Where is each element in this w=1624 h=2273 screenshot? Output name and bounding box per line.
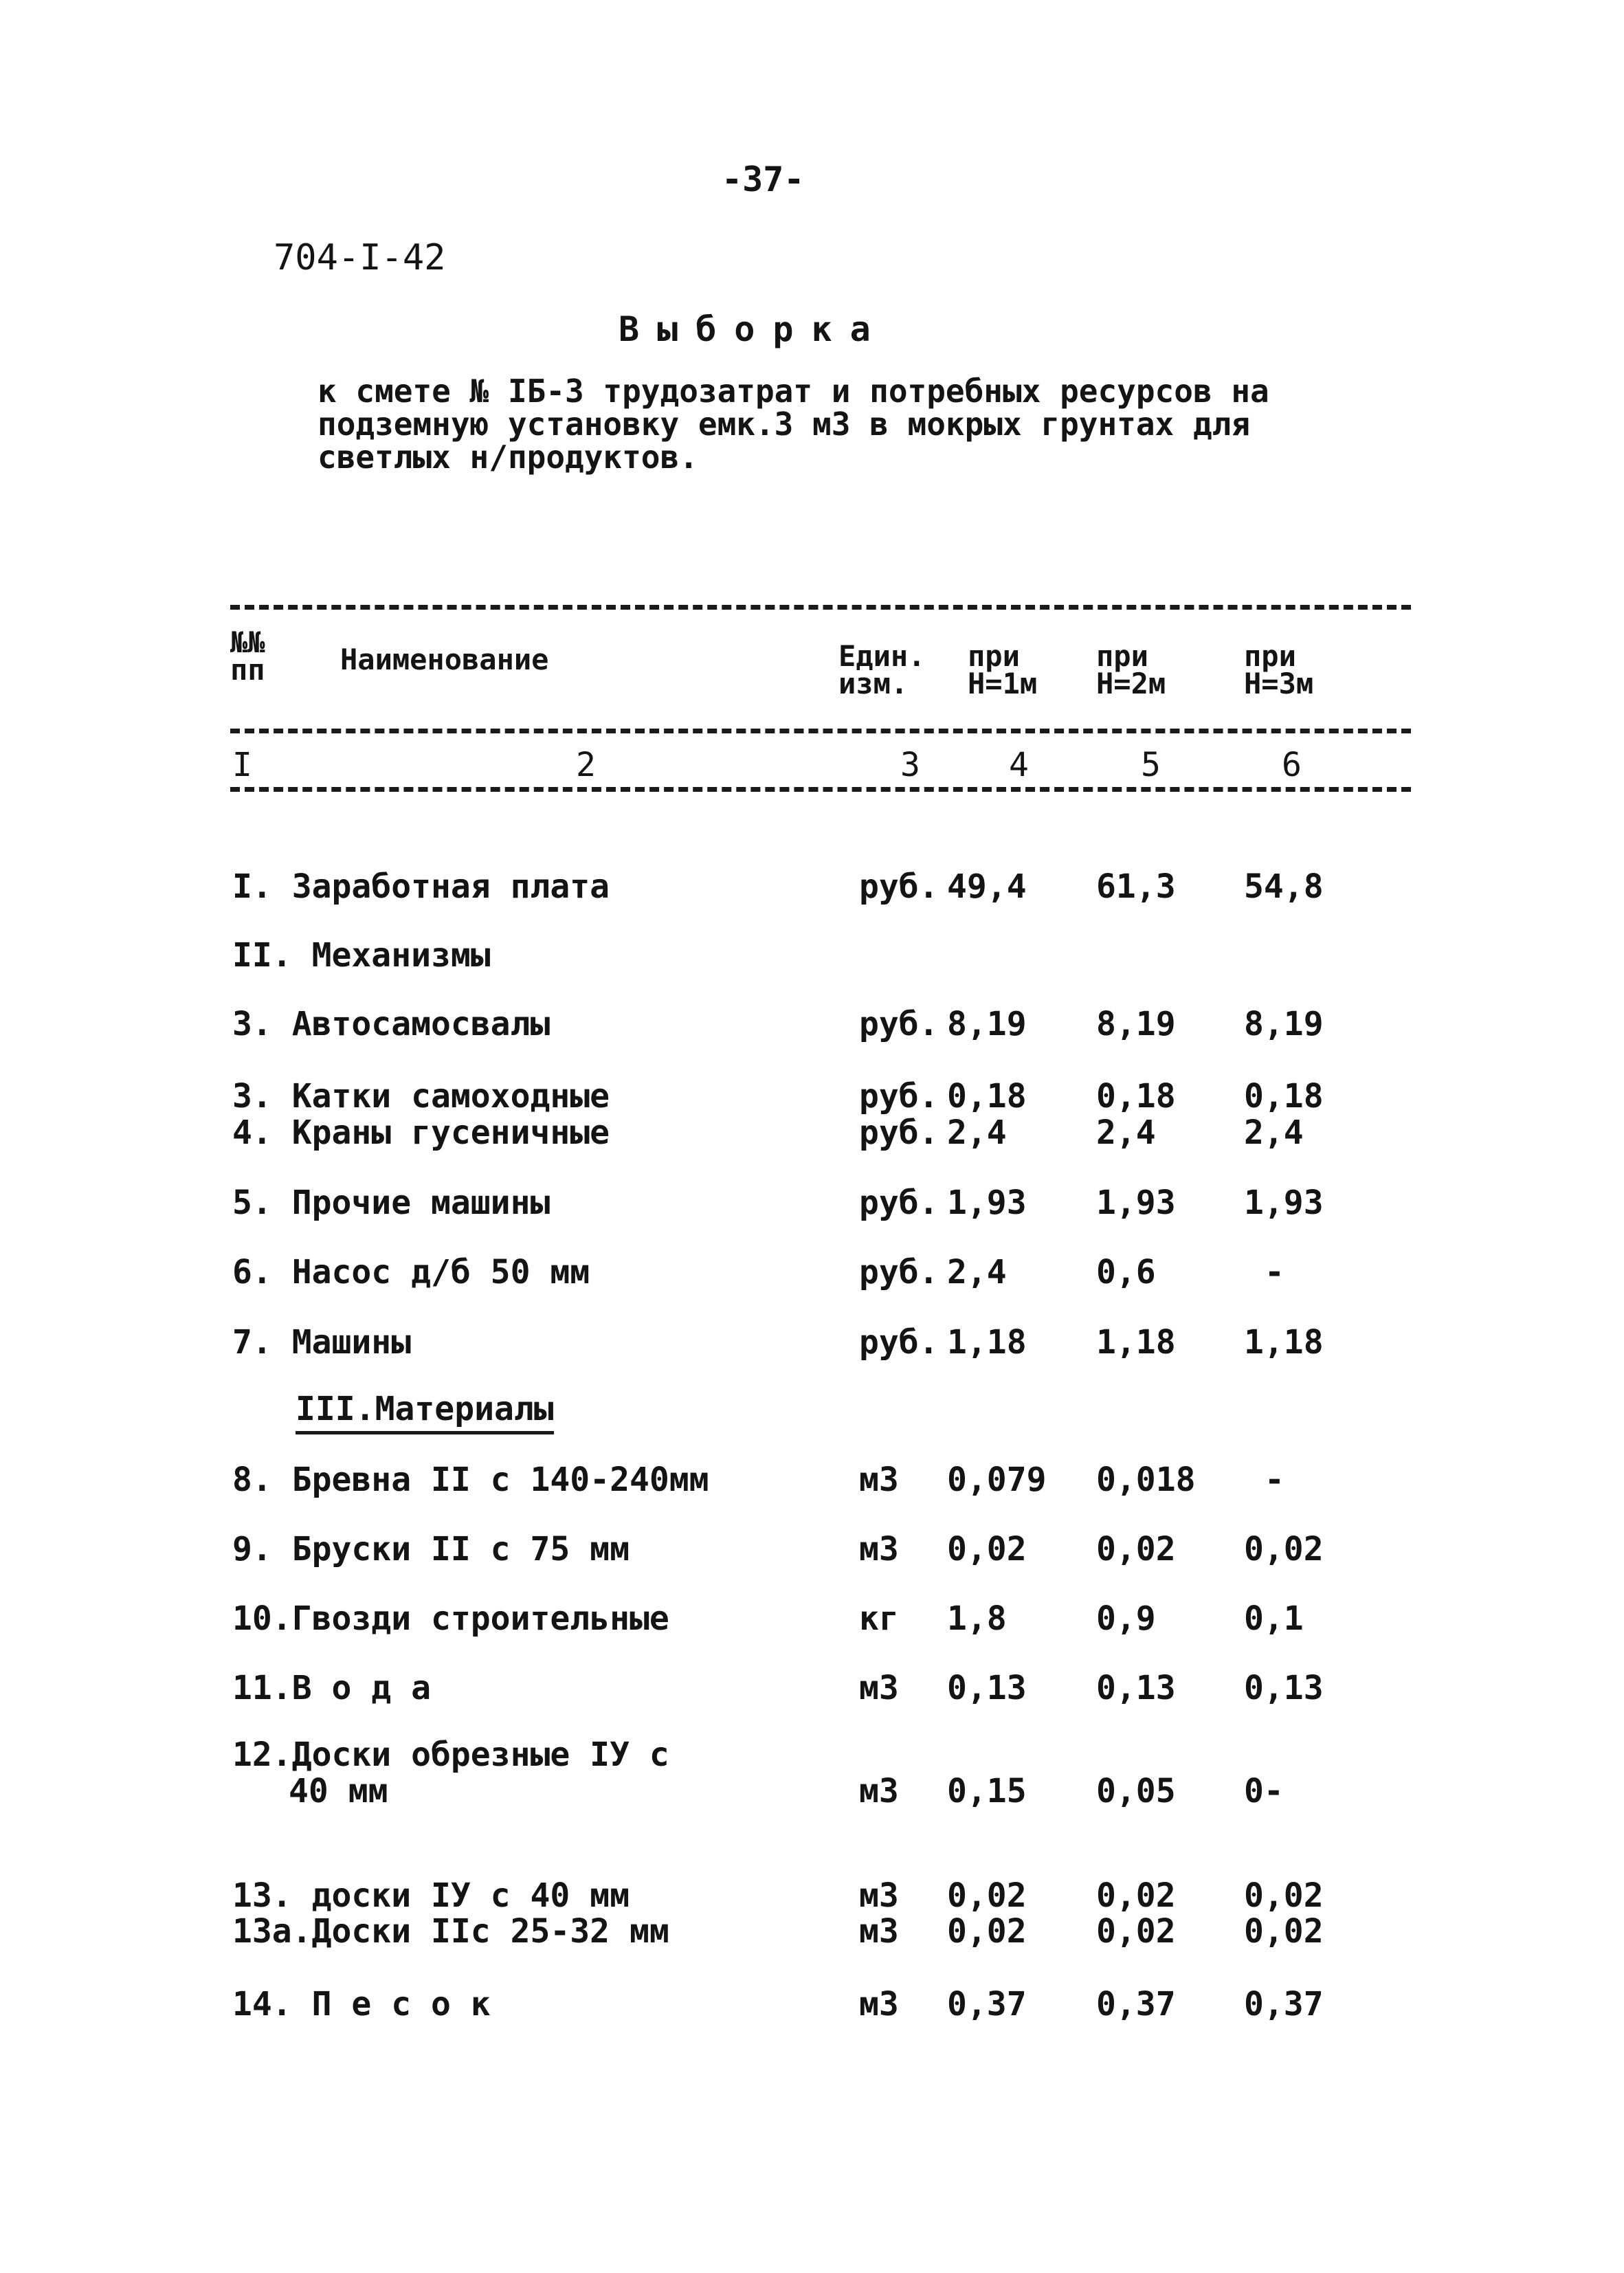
- header-unit-1: Един.: [838, 639, 926, 673]
- col-number-6: 6: [1282, 746, 1302, 784]
- document-subtitle: к смете № IБ-3 трудозатрат и потребных ресурсов на подземную установку емк.3 м3 в мокрых грунтах для светлых н/продуктов.: [318, 373, 1269, 476]
- row-name: 10.Гвозди строительные: [232, 1599, 669, 1638]
- row-h1: 2,4: [947, 1113, 1007, 1152]
- row-unit: м3: [859, 1530, 899, 1568]
- row-name-continued: 40 мм: [289, 1772, 388, 1810]
- row-unit: руб.: [859, 1005, 939, 1043]
- row-h2: 1,18: [1096, 1323, 1176, 1362]
- row-h3: 1,93: [1244, 1184, 1324, 1222]
- row-h1: 1,18: [947, 1323, 1027, 1362]
- row-unit: кг: [859, 1599, 899, 1638]
- row-h3: 0,02: [1244, 1912, 1324, 1951]
- page-number: -37-: [722, 159, 805, 199]
- row-unit: м3: [859, 1669, 899, 1707]
- row-unit: руб.: [859, 1323, 939, 1362]
- row-unit: м3: [859, 1876, 899, 1915]
- row-unit: руб.: [859, 1077, 939, 1116]
- row-h2: 1,93: [1096, 1184, 1176, 1222]
- row-name: I. Заработная плата: [232, 867, 610, 906]
- row-unit: руб.: [859, 1113, 939, 1152]
- row-h1: 0,02: [947, 1912, 1027, 1951]
- row-h3: 8,19: [1244, 1005, 1324, 1043]
- row-h3: 0-: [1244, 1772, 1284, 1810]
- row-h2: 0,13: [1096, 1669, 1176, 1707]
- document-title: Выборка: [619, 309, 889, 349]
- row-h3: -: [1265, 1253, 1284, 1291]
- header-number-2: пп: [230, 653, 265, 687]
- document-number: 704-I-42: [274, 237, 446, 278]
- row-h2: 0,9: [1096, 1599, 1156, 1638]
- row-name: 13а.Доски IIс 25-32 мм: [232, 1912, 669, 1951]
- row-h2: 0,018: [1096, 1461, 1196, 1499]
- row-unit: руб.: [859, 867, 939, 906]
- row-unit: м3: [859, 1772, 899, 1810]
- row-h1: 1,8: [947, 1599, 1007, 1638]
- row-name: 8. Бревна II с 140-240мм: [232, 1461, 709, 1499]
- row-name: 9. Бруски II с 75 мм: [232, 1530, 630, 1568]
- header-number-1: №№: [230, 625, 265, 659]
- row-h1: 0,079: [947, 1461, 1047, 1499]
- row-name: 12.Доски обрезные IУ с: [232, 1736, 669, 1774]
- row-h2: 0,05: [1096, 1772, 1176, 1810]
- row-unit: руб.: [859, 1253, 939, 1291]
- col-number-rule: [230, 787, 1411, 792]
- row-h2: 2,4: [1096, 1113, 1156, 1152]
- col-number-2: 2: [576, 746, 596, 784]
- row-h1: 49,4: [947, 867, 1027, 906]
- row-unit: м3: [859, 1985, 899, 2023]
- row-h1: 0,15: [947, 1772, 1027, 1810]
- header-h2-1: при: [1096, 639, 1148, 673]
- row-h2: 0,02: [1096, 1530, 1176, 1568]
- row-h3: 0,13: [1244, 1669, 1324, 1707]
- row-h3: 0,02: [1244, 1876, 1324, 1915]
- row-h3: 0,1: [1244, 1599, 1304, 1638]
- row-h1: 2,4: [947, 1253, 1007, 1291]
- table-top-rule: [230, 605, 1411, 610]
- header-bottom-rule: [230, 729, 1411, 733]
- row-h1: 1,93: [947, 1184, 1027, 1222]
- row-h1: 0,02: [947, 1530, 1027, 1568]
- row-h2: 0,18: [1096, 1077, 1176, 1116]
- row-name: 11.В о д а: [232, 1669, 431, 1707]
- row-name: 3. Автосамосвалы: [232, 1005, 550, 1043]
- col-number-1: I: [232, 746, 252, 784]
- row-h1: 8,19: [947, 1005, 1027, 1043]
- section-heading-mechanisms: II. Механизмы: [232, 936, 491, 975]
- row-h3: 1,18: [1244, 1323, 1324, 1362]
- row-name: 6. Насос д/б 50 мм: [232, 1253, 590, 1291]
- row-h1: 0,37: [947, 1985, 1027, 2023]
- row-h2: 0,02: [1096, 1912, 1176, 1951]
- row-h2: 8,19: [1096, 1005, 1176, 1043]
- row-unit: руб.: [859, 1184, 939, 1222]
- row-h3: 0,02: [1244, 1530, 1324, 1568]
- row-name: 7. Машины: [232, 1323, 412, 1362]
- header-h1-1: при: [968, 639, 1020, 673]
- row-name: 13. доски IУ с 40 мм: [232, 1876, 630, 1915]
- row-h1: 0,13: [947, 1669, 1027, 1707]
- row-h3: -: [1265, 1461, 1284, 1499]
- row-unit: м3: [859, 1461, 899, 1499]
- row-h1: 0,02: [947, 1876, 1027, 1915]
- row-name: 4. Краны гусеничные: [232, 1113, 610, 1152]
- header-h1-2: Н=1м: [968, 667, 1038, 700]
- row-h2: 0,6: [1096, 1253, 1156, 1291]
- header-name: Наименование: [340, 643, 549, 676]
- row-h2: 0,37: [1096, 1985, 1176, 2023]
- row-name: 14. П е с о к: [232, 1985, 491, 2023]
- row-unit: м3: [859, 1912, 899, 1951]
- row-h3: 2,4: [1244, 1113, 1304, 1152]
- col-number-4: 4: [1009, 746, 1029, 784]
- section-heading-materials: III.Материалы: [296, 1390, 554, 1434]
- row-name: 5. Прочие машины: [232, 1184, 550, 1222]
- header-h2-2: Н=2м: [1096, 667, 1166, 700]
- row-h3: 0,18: [1244, 1077, 1324, 1116]
- row-h3: 54,8: [1244, 867, 1324, 906]
- row-h1: 0,18: [947, 1077, 1027, 1116]
- col-number-3: 3: [900, 746, 920, 784]
- col-number-5: 5: [1141, 746, 1161, 784]
- header-h3-1: при: [1244, 639, 1296, 673]
- row-h2: 0,02: [1096, 1876, 1176, 1915]
- row-name: 3. Катки самоходные: [232, 1077, 610, 1116]
- header-h3-2: Н=3м: [1244, 667, 1314, 700]
- header-unit-2: изм.: [838, 667, 909, 700]
- row-h3: 0,37: [1244, 1985, 1324, 2023]
- row-h2: 61,3: [1096, 867, 1176, 906]
